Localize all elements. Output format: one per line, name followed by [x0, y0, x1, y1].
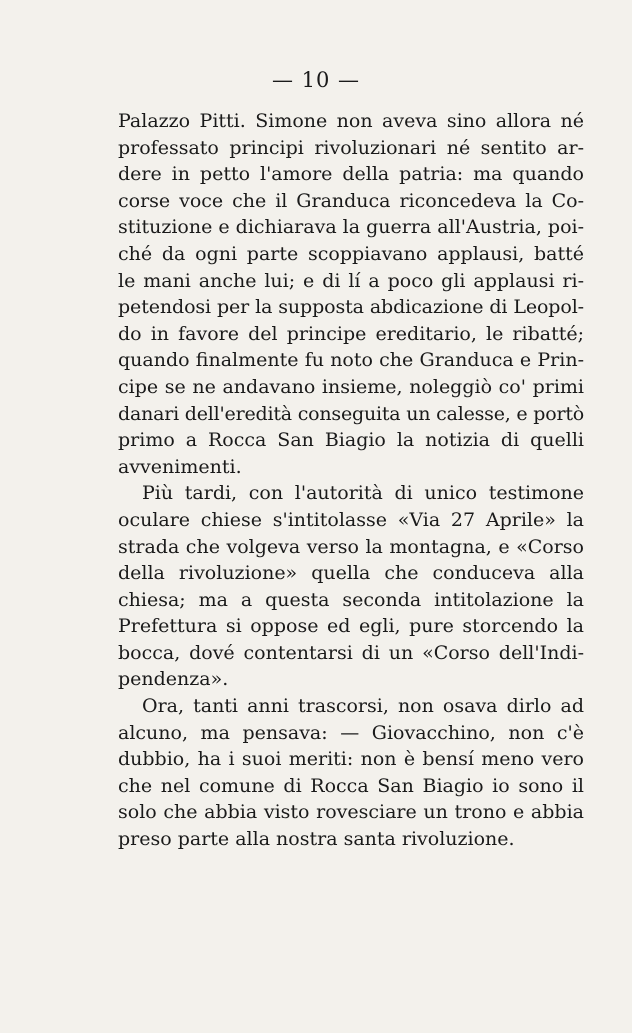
- paragraph-3: [118, 693, 584, 853]
- text-line: pendenza».: [118, 668, 229, 691]
- text-line: alcuno, ma pensava: — Giovacchino, non c'è: [118, 721, 584, 744]
- text-line: professato principi rivoluzionari né sentito ar-: [118, 136, 584, 159]
- text-line: che nel comune di Rocca San Biagio io sono il: [118, 774, 584, 797]
- text-line: cipe se ne andavano insieme, noleggiò co' primi: [118, 375, 584, 398]
- text-line: della rivoluzione» quella che conduceva alla: [118, 562, 584, 585]
- text-line: Ora, tanti anni trascorsi, non osava dirlo ad: [142, 695, 584, 718]
- text-line: stituzione e dichiarava la guerra all'Austria, poi-: [118, 216, 584, 239]
- text-line: petendosi per la supposta abdicazione di Leopol-: [118, 296, 584, 319]
- text-line: do in favore del principe ereditario, le ribatté;: [118, 322, 584, 345]
- text-line: primo a Rocca San Biagio la notizia di quelli: [118, 429, 584, 452]
- text-line: dubbio, ha i suoi meriti: non è bensí meno vero: [118, 748, 584, 771]
- text-line: Palazzo Pitti. Simone non aveva sino allora né: [118, 110, 584, 132]
- text-line: dere in petto l'amore della patria: ma quando: [118, 163, 584, 186]
- text-line: Prefettura si oppose ed egli, pure storcendo la: [118, 615, 584, 638]
- text-line: danari dell'eredità conseguita un calesse, e portò: [118, 402, 584, 425]
- paragraph-2: [118, 480, 584, 693]
- text-line: avvenimenti.: [118, 455, 242, 478]
- text-line: corse voce che il Granduca riconcedeva la Co-: [118, 189, 584, 212]
- text-line: oculare chiese s'intitolasse «Via 27 Aprile» la: [118, 508, 584, 531]
- text-line: chiesa; ma a questa seconda intitolazione la: [118, 588, 584, 611]
- text-line: strada che volgeva verso la montagna, e «Corso: [118, 535, 584, 558]
- page-number: — 10 —: [271, 68, 361, 92]
- text-line: solo che abbia visto rovesciare un trono e abbia: [118, 801, 584, 824]
- text-line: Più tardi, con l'autorità di unico testimone: [142, 482, 584, 505]
- text-line: ché da ogni parte scoppiavano applausi, batté: [118, 242, 584, 265]
- text-line: le mani anche lui; e di lí a poco gli applausi ri-: [118, 269, 584, 292]
- paragraph-1: [118, 108, 584, 480]
- text-line: preso parte alla nostra santa rivoluzione.: [118, 828, 515, 851]
- text-line: bocca, dové contentarsi di un «Corso dell'Indi-: [118, 641, 584, 664]
- text-line: quando finalmente fu noto che Granduca e Prin-: [118, 349, 584, 372]
- body-text: [118, 108, 584, 853]
